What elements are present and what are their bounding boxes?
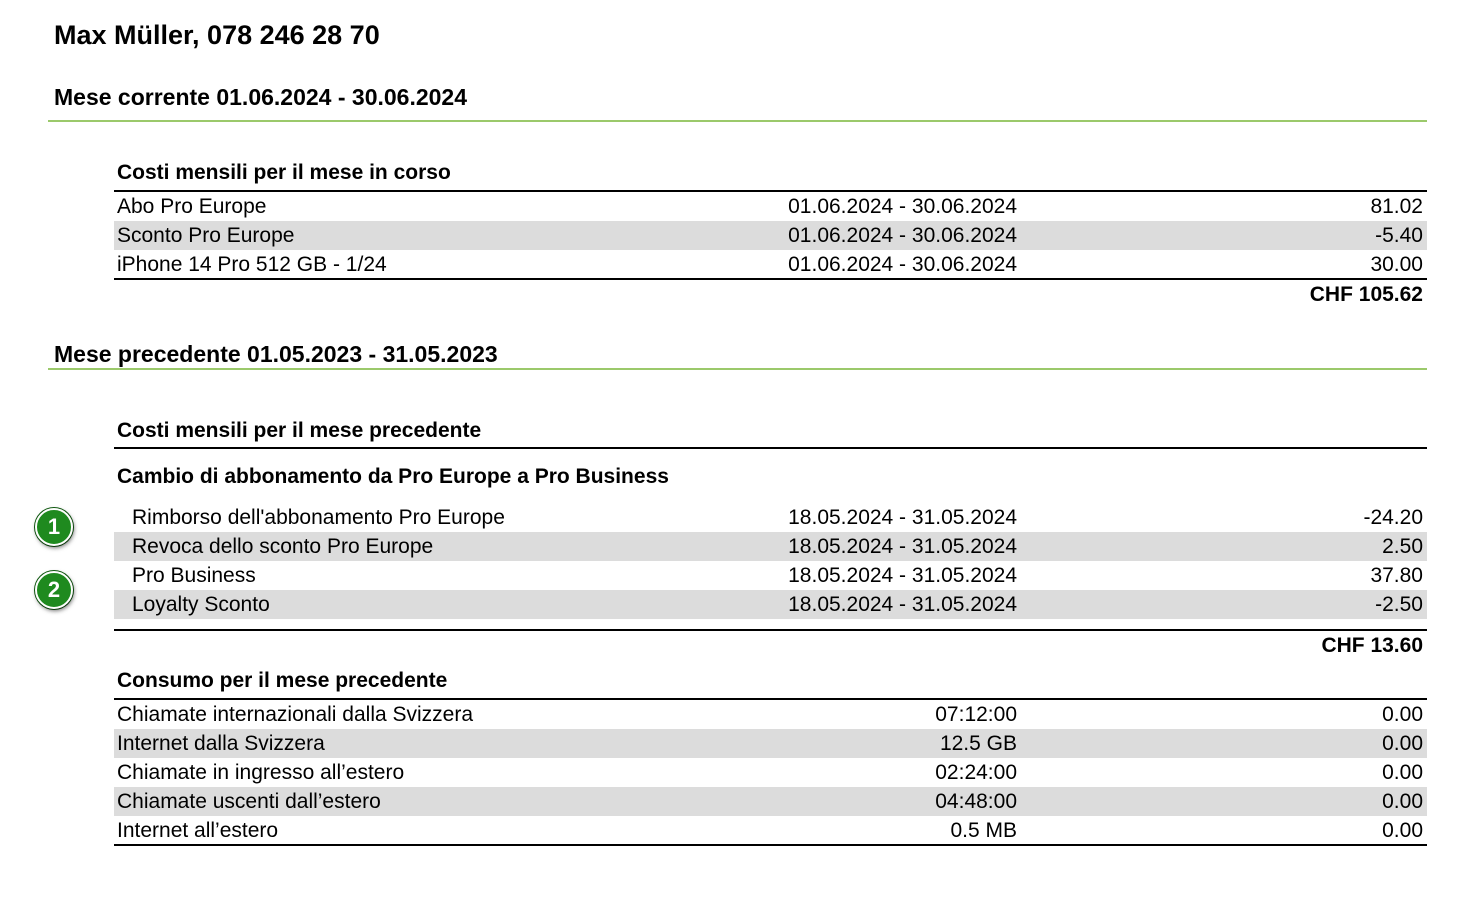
row-period: 18.05.2024 - 31.05.2024 [788,506,1017,529]
row-amount: 0.00 [1382,761,1423,784]
row-period: 18.05.2024 - 31.05.2024 [788,535,1017,558]
row-usage: 0.5 MB [950,819,1017,842]
row-usage: 02:24:00 [935,761,1017,784]
row-amount: 0.00 [1382,703,1423,726]
plan-change-title: Cambio di abbonamento da Pro Europe a Pro Business [117,465,669,488]
table-rule [114,629,1427,631]
row-amount: 0.00 [1382,819,1423,842]
row-usage: 04:48:00 [935,790,1017,813]
table-rule [114,447,1427,449]
current-costs-table-title: Costi mensili per il mese in corso [117,161,451,184]
row-amount: 0.00 [1382,732,1423,755]
table-row [114,590,1427,619]
row-usage: 07:12:00 [935,703,1017,726]
table-row [114,221,1427,250]
consumption-table-title: Consumo per il mese precedente [117,669,448,692]
row-amount: 0.00 [1382,790,1423,813]
row-label: Internet dalla Svizzera [117,732,325,755]
row-usage: 12.5 GB [939,732,1017,755]
row-amount: 30.00 [1370,253,1423,276]
previous-month-heading: Mese precedente 01.05.2023 - 31.05.2023 [54,341,498,367]
table-row [114,758,1427,787]
row-label: Pro Business [132,564,256,587]
row-label: Chiamate in ingresso all’estero [117,761,405,784]
previous-month-total: CHF 13.60 [1321,634,1423,657]
current-month-heading: Mese corrente 01.06.2024 - 30.06.2024 [54,84,468,110]
row-period: 01.06.2024 - 30.06.2024 [788,224,1017,247]
table-row [114,250,1427,279]
table-row [114,816,1427,845]
row-amount: 37.80 [1370,564,1423,587]
row-amount: -24.20 [1363,506,1423,529]
section-divider [48,120,1427,122]
row-label: Abo Pro Europe [117,195,267,218]
table-row [114,503,1427,532]
row-label: Rimborso dell'abbonamento Pro Europe [132,506,505,529]
table-row [114,787,1427,816]
table-row [114,729,1427,758]
row-label: Internet all’estero [117,819,279,842]
row-label: Loyalty Sconto [132,593,270,616]
row-amount: 2.50 [1382,535,1423,558]
row-amount: -5.40 [1375,224,1423,247]
section-divider [48,368,1427,370]
table-row [114,532,1427,561]
step-2-badge: 2 [35,571,73,609]
row-amount: 81.02 [1370,195,1423,218]
step-1-badge: 1 [35,508,73,546]
row-period: 18.05.2024 - 31.05.2024 [788,564,1017,587]
row-label: Chiamate uscenti dall’estero [117,790,381,813]
row-period: 01.06.2024 - 30.06.2024 [788,195,1017,218]
current-month-total: CHF 105.62 [1309,283,1423,306]
table-rule [114,278,1427,280]
row-period: 18.05.2024 - 31.05.2024 [788,593,1017,616]
previous-costs-table-title: Costi mensili per il mese precedente [117,419,482,442]
customer-title: Max Müller, 078 246 28 70 [54,20,380,50]
row-label: Revoca dello sconto Pro Europe [132,535,434,558]
row-label: Chiamate internazionali dalla Svizzera [117,703,474,726]
row-amount: -2.50 [1375,593,1423,616]
row-label: Sconto Pro Europe [117,224,295,247]
table-row [114,192,1427,221]
row-period: 01.06.2024 - 30.06.2024 [788,253,1017,276]
table-row [114,561,1427,590]
row-label: iPhone 14 Pro 512 GB - 1/24 [117,253,387,276]
table-row [114,700,1427,729]
table-rule [114,844,1427,846]
